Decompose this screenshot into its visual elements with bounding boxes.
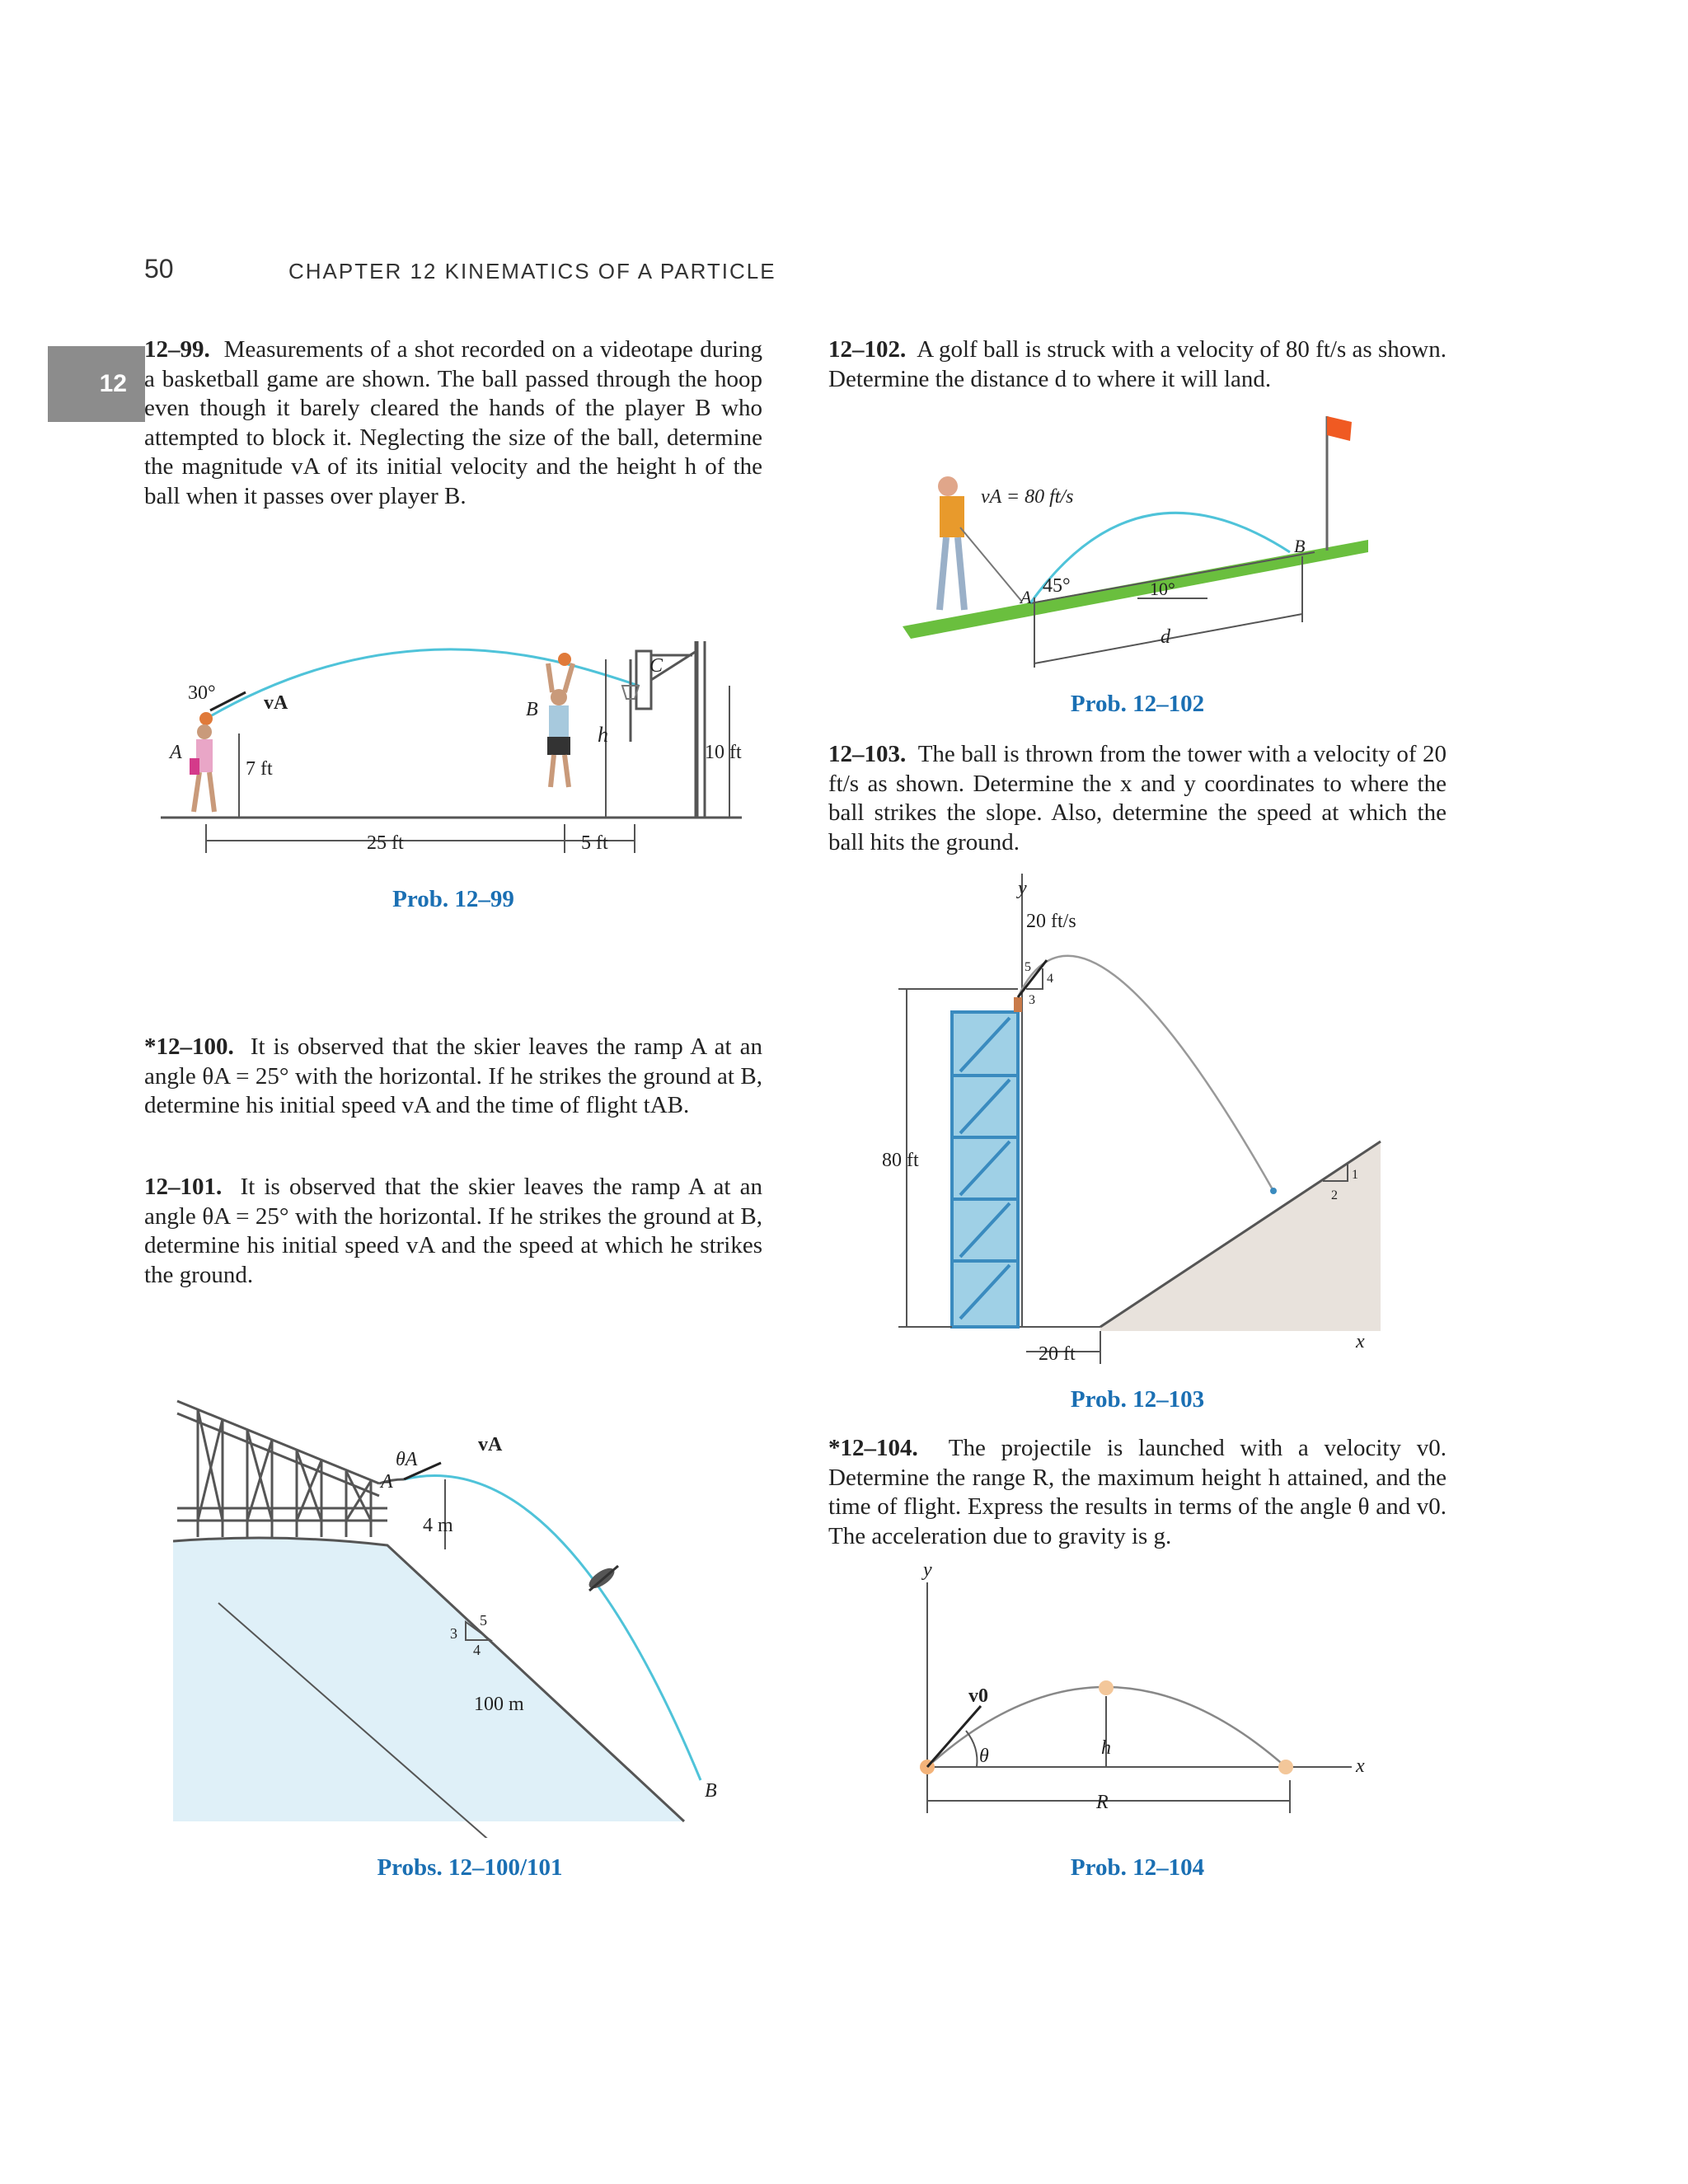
slope-length-label: 100 m: [474, 1694, 524, 1715]
angle-label: 45°: [1043, 575, 1071, 597]
figure-12-102: [898, 404, 1393, 684]
point-a-label: A: [381, 1471, 393, 1493]
figure-12-100: [173, 1393, 767, 1838]
problem-text: It is observed that the skier leaves the ramp A at an angle θA = 25° with the horizontal. If he strikes the ground at B, determine his initial speed vA and the time of flight tAB.: [144, 1033, 762, 1118]
y-axis-label: y: [1018, 878, 1027, 899]
problem-text: A golf ball is struck with a velocity of 80 ft/s as shown. Determine the distance d to where it will land.: [828, 336, 1447, 392]
ground-slope-2-label: 2: [1331, 1188, 1338, 1202]
velocity-arrow: [927, 1706, 981, 1767]
h-label: h: [598, 723, 608, 747]
problem-12-101: [144, 1173, 762, 1290]
slope-3-label: 3: [450, 1625, 457, 1642]
r-label: R: [1096, 1792, 1109, 1813]
velocity-label: vA = 80 ft/s: [981, 486, 1074, 508]
page-number: 50: [144, 254, 174, 284]
ball: [558, 653, 571, 666]
velocity-label: vA: [478, 1434, 503, 1455]
caption-12-100: Probs. 12–100/101: [377, 1854, 563, 1881]
x-axis-label: x: [1356, 1755, 1365, 1777]
slope-3-label: 3: [1029, 993, 1035, 1007]
flag-icon: [1327, 416, 1352, 551]
problem-12-104: [828, 1434, 1447, 1551]
problem-number: *12–100.: [144, 1033, 234, 1060]
ball: [199, 712, 213, 725]
problem-number: 12–101.: [144, 1174, 223, 1200]
offset-label: 20 ft: [1039, 1343, 1076, 1365]
problem-text: Measurements of a shot recorded on a videotape during a basketball game are shown. The ball passed through the hoop even though it barely cleared the hands of the player B who attempted to block it. Neglecting the size of the ball, determine the magnitude vA of its initial velocity and the height h of the ball when it passes over player B.: [144, 336, 763, 509]
d-label: d: [1160, 626, 1170, 648]
dist1-label: 25 ft: [367, 832, 404, 854]
slope-5-label: 5: [480, 1612, 487, 1629]
y-axis-label: y: [923, 1566, 932, 1581]
velocity-label: vA: [264, 692, 288, 714]
height-a-label: 7 ft: [246, 758, 273, 780]
point-c-label: C: [649, 655, 663, 677]
h-label: h: [1101, 1737, 1111, 1759]
problem-text: The ball is thrown from the tower with a velocity of 20 ft/s as shown. Determine the x and y coordinates to where the ball strikes the slope. Also, determine the speed at which the ball hits the ground.: [828, 741, 1447, 855]
caption-12-99: Prob. 12–99: [392, 886, 514, 912]
angle-label: 30°: [188, 682, 216, 704]
theta-label: θA: [396, 1449, 418, 1470]
ball: [1270, 1188, 1277, 1194]
figure-12-99: [148, 626, 775, 874]
problem-12-100: [144, 1033, 762, 1121]
ski-ramp-truss-icon: [177, 1401, 404, 1537]
caption-12-104: Prob. 12–104: [1070, 1854, 1205, 1881]
problem-text: It is observed that the skier leaves the ramp A at an angle θA = 25° with the horizontal. If he strikes the ground at B, determine his initial speed vA and the speed at which he strikes the ground.: [144, 1174, 763, 1288]
theta-label: θ: [979, 1746, 989, 1767]
skier-icon: [586, 1564, 618, 1592]
ball-trajectory: [1018, 956, 1273, 1191]
thrower-icon: [1014, 997, 1022, 1012]
slope-angle-label: 10°: [1150, 579, 1175, 599]
slope-5-label: 5: [1025, 960, 1031, 974]
point-a-label: A: [170, 742, 182, 763]
chapter-tab: 12: [48, 346, 145, 422]
point-b-label: B: [705, 1780, 717, 1802]
basketball-hoop-icon: [622, 641, 705, 818]
problem-number: 12–99.: [144, 336, 210, 363]
velocity-label: 20 ft/s: [1026, 911, 1076, 932]
problem-number: 12–103.: [828, 741, 907, 767]
problem-12-102: [828, 335, 1447, 394]
caption-12-102: Prob. 12–102: [1070, 691, 1205, 717]
figure-12-103: [878, 874, 1405, 1385]
v0-label: v0: [968, 1685, 988, 1707]
x-axis-label: x: [1356, 1331, 1365, 1352]
height-label: 80 ft: [882, 1150, 919, 1171]
point-b-label: B: [526, 699, 538, 720]
problem-text: The projectile is launched with a velocity v0. Determine the range R, the maximum height h attained, and the time of flight. Express the results in terms of the angle θ and v0. The acceleration due to gravity is g.: [828, 1435, 1447, 1549]
slope-4-label: 4: [1047, 972, 1053, 986]
point-b-label: B: [1294, 536, 1306, 556]
landing-point: [1278, 1760, 1293, 1774]
slope-4-label: 4: [473, 1642, 481, 1658]
ground-slope-1-label: 1: [1352, 1168, 1358, 1182]
player-b-icon: [547, 663, 573, 787]
apex-point: [1099, 1680, 1114, 1695]
player-a-icon: [190, 724, 214, 812]
problem-number: *12–104.: [828, 1435, 918, 1461]
problem-12-103: [828, 740, 1447, 857]
figure-12-104: [907, 1566, 1385, 1846]
caption-12-103: Prob. 12–103: [1070, 1386, 1205, 1413]
chapter-title: CHAPTER 12 KINEMATICS OF A PARTICLE: [288, 259, 776, 284]
dist2-label: 5 ft: [581, 832, 608, 854]
height-hoop-label: 10 ft: [705, 742, 742, 763]
problem-number: 12–102.: [828, 336, 907, 363]
point-a-label: A: [1020, 587, 1032, 607]
ramp-height-label: 4 m: [423, 1515, 453, 1536]
problem-12-99: [144, 335, 762, 511]
